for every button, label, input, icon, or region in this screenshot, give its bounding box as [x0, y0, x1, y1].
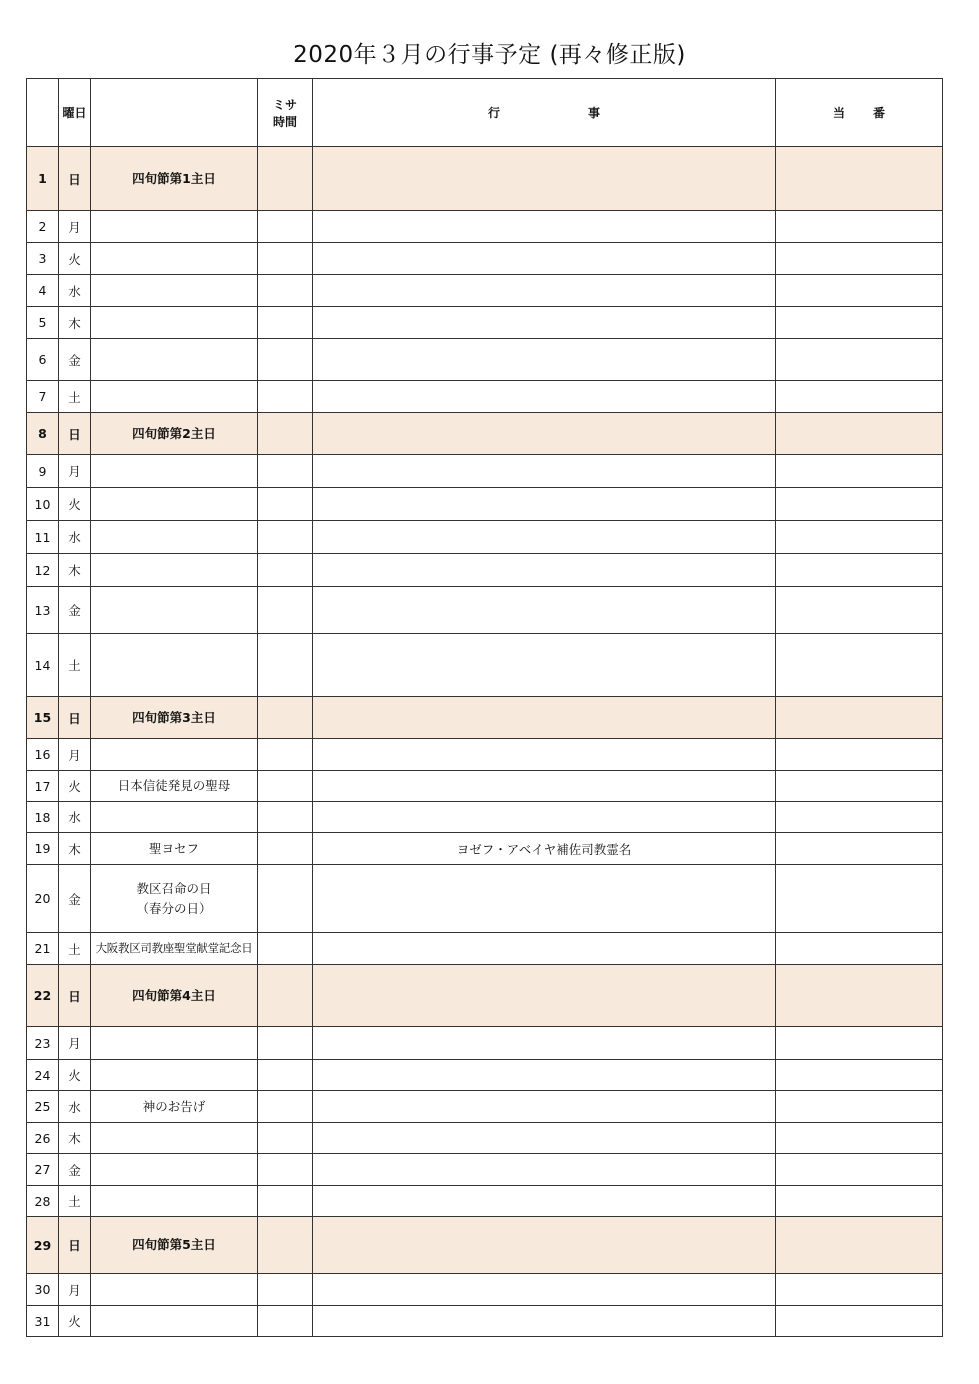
mass-time-cell — [258, 965, 313, 1027]
duty-cell — [776, 771, 943, 802]
mass-time-cell — [258, 1274, 313, 1306]
feast-cell — [91, 243, 258, 275]
feast-cell: 大阪教区司教座聖堂献堂記念日 — [91, 933, 258, 965]
weekday-cell: 金 — [59, 1154, 91, 1186]
day-cell: 5 — [27, 307, 59, 339]
day-cell: 23 — [27, 1027, 59, 1060]
mass-time-cell — [258, 1091, 313, 1123]
duty-cell — [776, 275, 943, 307]
table-row — [27, 771, 943, 802]
weekday-cell: 水 — [59, 1091, 91, 1123]
table-row — [27, 339, 943, 381]
duty-cell — [776, 1027, 943, 1060]
day-cell: 13 — [27, 587, 59, 634]
mass-time-cell — [258, 1027, 313, 1060]
day-cell: 25 — [27, 1091, 59, 1123]
table-row — [27, 455, 943, 488]
duty-cell — [776, 381, 943, 413]
feast-cell — [91, 455, 258, 488]
table-row — [27, 275, 943, 307]
weekday-cell: 月 — [59, 1274, 91, 1306]
mass-time-cell — [258, 865, 313, 933]
table-row — [27, 833, 943, 865]
header-duty-char1: 当 — [832, 106, 845, 120]
table-row — [27, 1123, 943, 1154]
mass-time-cell — [258, 587, 313, 634]
event-cell — [313, 634, 776, 697]
feast-cell: 神のお告げ — [91, 1091, 258, 1123]
feast-cell — [91, 739, 258, 771]
header-mass-time-line1: ミサ — [272, 97, 297, 112]
mass-time-cell — [258, 147, 313, 211]
mass-time-cell — [258, 634, 313, 697]
weekday-cell: 火 — [59, 488, 91, 521]
event-cell — [313, 243, 776, 275]
feast-cell — [91, 865, 258, 933]
duty-cell — [776, 833, 943, 865]
feast-cell — [91, 1154, 258, 1186]
table-row — [27, 243, 943, 275]
duty-cell — [776, 802, 943, 833]
page-title: 2020年３月の行事予定 (再々修正版) — [293, 42, 686, 68]
event-cell — [313, 739, 776, 771]
weekday-cell: 木 — [59, 307, 91, 339]
feast-cell — [91, 275, 258, 307]
table-row — [27, 634, 943, 697]
mass-time-cell — [258, 339, 313, 381]
feast-cell — [91, 488, 258, 521]
header-event-char2: 事 — [588, 106, 601, 120]
event-cell — [313, 488, 776, 521]
event-cell — [313, 1217, 776, 1274]
day-cell: 14 — [27, 634, 59, 697]
duty-cell — [776, 488, 943, 521]
duty-cell — [776, 1154, 943, 1186]
duty-cell — [776, 739, 943, 771]
event-cell — [313, 1027, 776, 1060]
day-cell: 7 — [27, 381, 59, 413]
feast-cell — [91, 1027, 258, 1060]
event-cell — [313, 381, 776, 413]
table-row — [27, 1306, 943, 1337]
event-cell — [313, 521, 776, 554]
weekday-cell: 土 — [59, 634, 91, 697]
event-cell — [313, 1091, 776, 1123]
day-cell: 1 — [27, 147, 59, 211]
event-cell — [313, 771, 776, 802]
day-cell: 2 — [27, 211, 59, 243]
duty-cell — [776, 147, 943, 211]
weekday-cell: 水 — [59, 802, 91, 833]
feast-cell: 四旬節第1主日 — [91, 147, 258, 211]
feast-line1: 教区召命の日 — [136, 880, 212, 896]
feast-cell — [91, 554, 258, 587]
event-cell — [313, 1060, 776, 1091]
duty-cell — [776, 455, 943, 488]
weekday-cell: 木 — [59, 1123, 91, 1154]
feast-cell — [91, 1306, 258, 1337]
event-cell — [313, 339, 776, 381]
duty-cell — [776, 697, 943, 739]
mass-time-cell — [258, 413, 313, 455]
duty-cell — [776, 243, 943, 275]
weekday-cell: 火 — [59, 771, 91, 802]
duty-cell — [776, 1060, 943, 1091]
table-row — [27, 147, 943, 211]
table-row — [27, 802, 943, 833]
table-row — [27, 413, 943, 455]
day-cell: 26 — [27, 1123, 59, 1154]
weekday-cell: 日 — [59, 1217, 91, 1274]
weekday-cell: 水 — [59, 275, 91, 307]
duty-cell — [776, 1186, 943, 1217]
table-row — [27, 739, 943, 771]
duty-cell — [776, 587, 943, 634]
table-row — [27, 1060, 943, 1091]
day-cell: 27 — [27, 1154, 59, 1186]
schedule-table — [26, 78, 943, 1337]
weekday-cell: 金 — [59, 865, 91, 933]
event-cell — [313, 587, 776, 634]
table-row — [27, 697, 943, 739]
duty-cell — [776, 865, 943, 933]
header-feast — [91, 79, 258, 147]
weekday-cell: 木 — [59, 833, 91, 865]
weekday-cell: 火 — [59, 243, 91, 275]
mass-time-cell — [258, 802, 313, 833]
weekday-cell: 日 — [59, 965, 91, 1027]
mass-time-cell — [258, 455, 313, 488]
feast-cell: 四旬節第5主日 — [91, 1217, 258, 1274]
day-cell: 20 — [27, 865, 59, 933]
feast-cell — [91, 381, 258, 413]
header-row — [27, 79, 943, 147]
duty-cell — [776, 1091, 943, 1123]
event-cell — [313, 802, 776, 833]
header-duty — [776, 79, 943, 147]
mass-time-cell — [258, 1123, 313, 1154]
feast-cell — [91, 1274, 258, 1306]
day-cell: 29 — [27, 1217, 59, 1274]
mass-time-cell — [258, 275, 313, 307]
weekday-cell: 土 — [59, 1186, 91, 1217]
mass-time-cell — [258, 554, 313, 587]
weekday-cell: 金 — [59, 587, 91, 634]
weekday-cell: 火 — [59, 1306, 91, 1337]
weekday-cell: 日 — [59, 413, 91, 455]
duty-cell — [776, 634, 943, 697]
feast-cell — [91, 1123, 258, 1154]
duty-cell — [776, 554, 943, 587]
day-cell: 8 — [27, 413, 59, 455]
day-cell: 15 — [27, 697, 59, 739]
duty-cell — [776, 211, 943, 243]
feast-line2: （春分の日） — [136, 900, 212, 916]
table-row — [27, 1186, 943, 1217]
duty-cell — [776, 1123, 943, 1154]
event-cell — [313, 1186, 776, 1217]
header-weekday: 曜日 — [59, 79, 91, 147]
header-mass-time-line2: 時間 — [272, 114, 297, 129]
day-cell: 12 — [27, 554, 59, 587]
event-cell — [313, 307, 776, 339]
duty-cell — [776, 1306, 943, 1337]
day-cell: 9 — [27, 455, 59, 488]
feast-cell — [91, 211, 258, 243]
weekday-cell: 月 — [59, 211, 91, 243]
weekday-cell: 土 — [59, 933, 91, 965]
duty-cell — [776, 413, 943, 455]
mass-time-cell — [258, 307, 313, 339]
table-row — [27, 381, 943, 413]
day-cell: 3 — [27, 243, 59, 275]
table-row — [27, 521, 943, 554]
mass-time-cell — [258, 697, 313, 739]
weekday-cell: 土 — [59, 381, 91, 413]
day-cell: 18 — [27, 802, 59, 833]
feast-cell — [91, 634, 258, 697]
mass-time-cell — [258, 521, 313, 554]
duty-cell — [776, 1274, 943, 1306]
table-row — [27, 488, 943, 521]
event-cell — [313, 933, 776, 965]
header-day — [27, 79, 59, 147]
day-cell: 22 — [27, 965, 59, 1027]
mass-time-cell — [258, 739, 313, 771]
day-cell: 6 — [27, 339, 59, 381]
duty-cell — [776, 339, 943, 381]
table-row — [27, 1027, 943, 1060]
day-cell: 4 — [27, 275, 59, 307]
mass-time-cell — [258, 488, 313, 521]
day-cell: 28 — [27, 1186, 59, 1217]
mass-time-cell — [258, 933, 313, 965]
day-cell: 19 — [27, 833, 59, 865]
feast-cell — [91, 339, 258, 381]
event-cell — [313, 1154, 776, 1186]
event-cell — [313, 413, 776, 455]
table-row — [27, 865, 943, 933]
event-cell — [313, 1274, 776, 1306]
table-row — [27, 554, 943, 587]
mass-time-cell — [258, 1186, 313, 1217]
duty-cell — [776, 933, 943, 965]
weekday-cell: 火 — [59, 1060, 91, 1091]
table-row — [27, 933, 943, 965]
day-cell: 24 — [27, 1060, 59, 1091]
event-cell: ヨゼフ・アベイヤ補佐司教霊名 — [313, 833, 776, 865]
event-cell — [313, 211, 776, 243]
feast-cell: 日本信徒発見の聖母 — [91, 771, 258, 802]
feast-cell — [91, 1186, 258, 1217]
duty-cell — [776, 965, 943, 1027]
duty-cell — [776, 1217, 943, 1274]
header-event — [313, 79, 776, 147]
feast-cell: 四旬節第2主日 — [91, 413, 258, 455]
table-row — [27, 1091, 943, 1123]
event-cell — [313, 1306, 776, 1337]
weekday-cell: 金 — [59, 339, 91, 381]
day-cell: 11 — [27, 521, 59, 554]
event-cell — [313, 554, 776, 587]
feast-cell — [91, 802, 258, 833]
day-cell: 16 — [27, 739, 59, 771]
mass-time-cell — [258, 1306, 313, 1337]
weekday-cell: 木 — [59, 554, 91, 587]
day-cell: 30 — [27, 1274, 59, 1306]
feast-cell: 四旬節第4主日 — [91, 965, 258, 1027]
weekday-cell: 日 — [59, 697, 91, 739]
duty-cell — [776, 521, 943, 554]
feast-cell — [91, 1060, 258, 1091]
table-row — [27, 1274, 943, 1306]
feast-cell — [91, 521, 258, 554]
weekday-cell: 日 — [59, 147, 91, 211]
event-cell — [313, 697, 776, 739]
mass-time-cell — [258, 1060, 313, 1091]
feast-cell: 聖ヨセフ — [91, 833, 258, 865]
feast-cell: 四旬節第3主日 — [91, 697, 258, 739]
weekday-cell: 月 — [59, 1027, 91, 1060]
table-row — [27, 587, 943, 634]
duty-cell — [776, 307, 943, 339]
header-duty-char2: 番 — [873, 106, 886, 120]
event-cell — [313, 865, 776, 933]
day-cell: 21 — [27, 933, 59, 965]
weekday-cell: 水 — [59, 521, 91, 554]
feast-cell — [91, 587, 258, 634]
mass-time-cell — [258, 771, 313, 802]
table-row — [27, 965, 943, 1027]
event-cell — [313, 1123, 776, 1154]
mass-time-cell — [258, 1154, 313, 1186]
table-row — [27, 1154, 943, 1186]
mass-time-cell — [258, 1217, 313, 1274]
mass-time-cell — [258, 381, 313, 413]
event-cell — [313, 965, 776, 1027]
day-cell: 31 — [27, 1306, 59, 1337]
event-cell — [313, 147, 776, 211]
day-cell: 10 — [27, 488, 59, 521]
weekday-cell: 月 — [59, 739, 91, 771]
feast-cell — [91, 307, 258, 339]
mass-time-cell — [258, 833, 313, 865]
table-row — [27, 1217, 943, 1274]
event-cell — [313, 275, 776, 307]
header-mass-time — [258, 79, 313, 147]
event-cell — [313, 455, 776, 488]
day-cell: 17 — [27, 771, 59, 802]
table-row — [27, 211, 943, 243]
header-event-char1: 行 — [487, 106, 500, 120]
mass-time-cell — [258, 243, 313, 275]
mass-time-cell — [258, 211, 313, 243]
weekday-cell: 月 — [59, 455, 91, 488]
table-row — [27, 307, 943, 339]
